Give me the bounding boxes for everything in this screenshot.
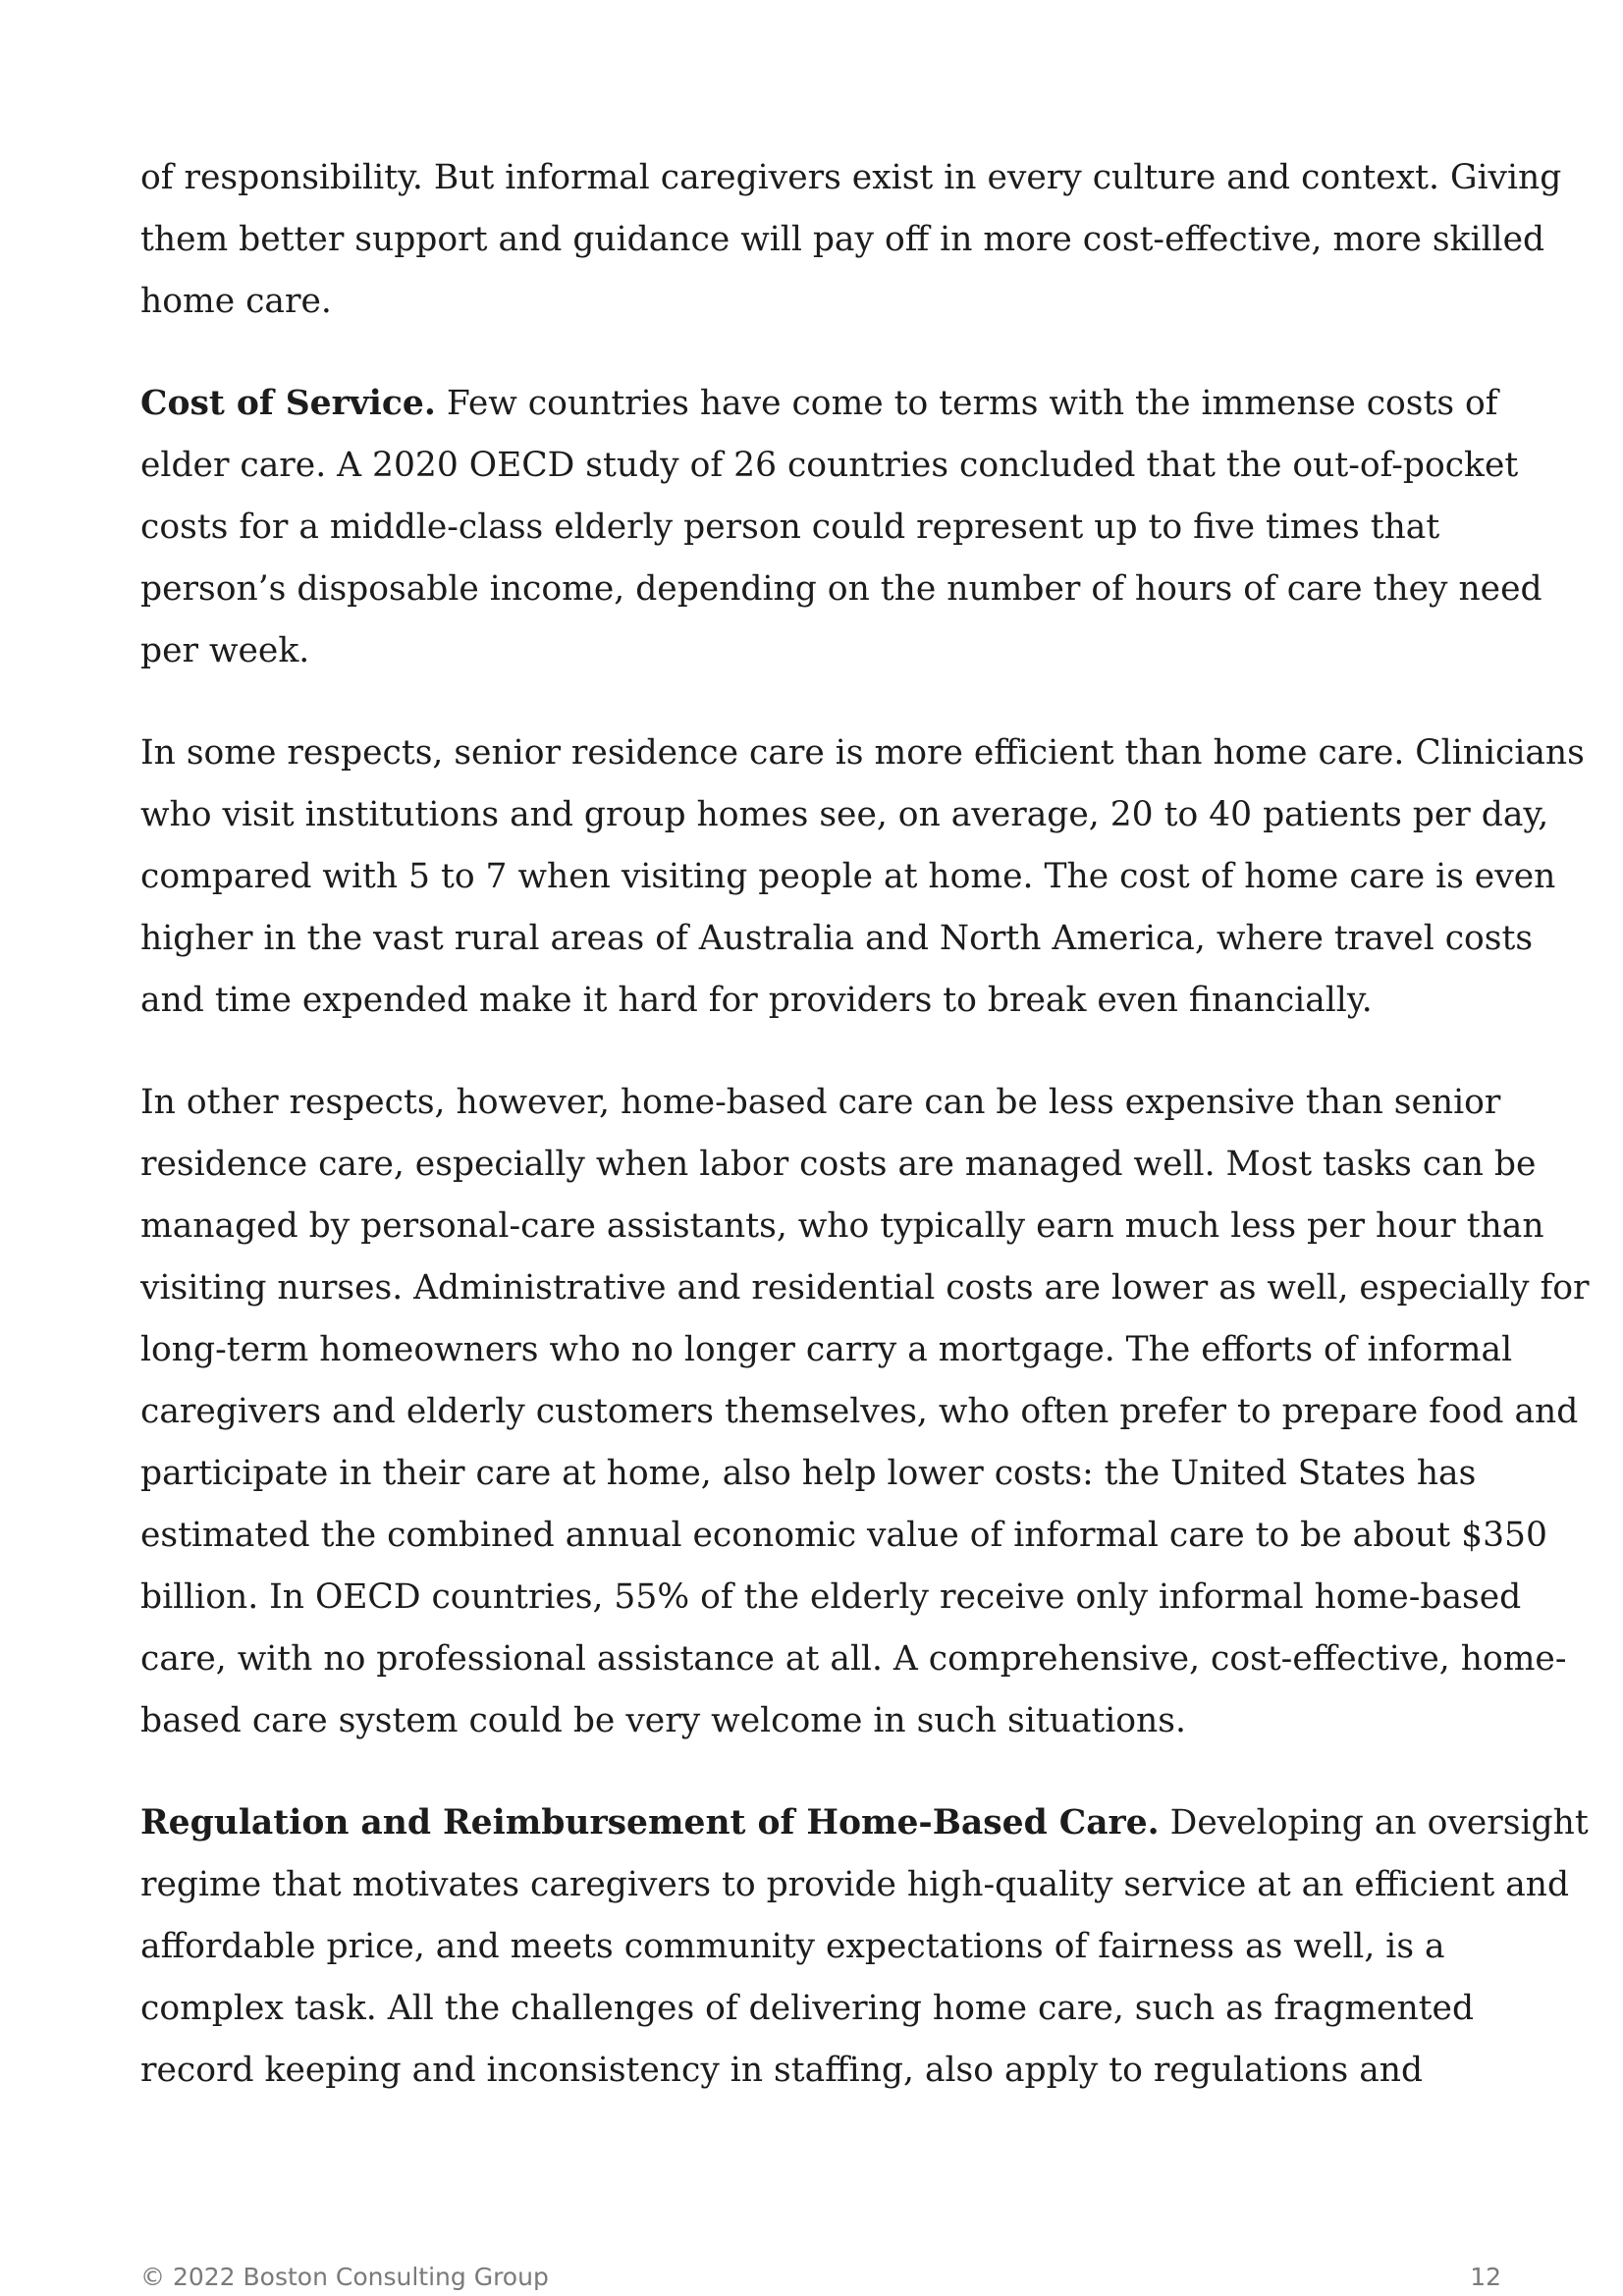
text-line: visiting nurses. Administrative and residential costs are lower as well, especially for <box>140 1268 1590 1308</box>
text-line: estimated the combined annual economic value of informal care to be about $350 <box>140 1516 1547 1555</box>
text-line: record keeping and inconsistency in staffing, also apply to regulations and <box>140 2051 1424 2090</box>
text-line: regime that motivates caregivers to provide high-quality service at an efficient and <box>140 1865 1570 1904</box>
text-line: In some respects, senior residence care is more efficient than home care. Clinicians <box>140 733 1585 773</box>
text-line: higher in the vast rural areas of Australia and North America, where travel costs <box>140 919 1534 958</box>
text-line: compared with 5 to 7 when visiting people at home. The cost of home care is even <box>140 857 1556 896</box>
copyright-notice: © 2022 Boston Consulting Group <box>140 2263 549 2291</box>
text-line <box>140 373 1505 435</box>
text-line: who visit institutions and group homes see, on average, 20 to 40 patients per day, <box>140 795 1549 834</box>
text-line: and time expended make it hard for providers to break even financially. <box>140 981 1373 1020</box>
text-line: of responsibility. But informal caregivers exist in every culture and context. Giving <box>140 158 1562 197</box>
text-line: complex task. All the challenges of delivering home care, such as fragmented <box>140 1989 1475 2028</box>
paragraph-intro-continuation <box>140 147 1562 333</box>
text-line: elder care. A 2020 OECD study of 26 countries concluded that the out-of-pocket <box>140 446 1519 485</box>
text-run: Developing an oversight <box>1159 1803 1589 1842</box>
paragraph-residence-efficiency <box>140 722 1585 1032</box>
section-heading-cost-of-service: Cost of Service. <box>140 384 436 423</box>
page-number: 12 <box>1470 2263 1501 2291</box>
text-line: billion. In OECD countries, 55% of the elderly receive only informal home-based <box>140 1577 1522 1617</box>
page-footer <box>140 2263 1501 2292</box>
paragraph-cost-of-service <box>140 373 1542 682</box>
text-line: residence care, especially when labor costs are managed well. Most tasks can be <box>140 1145 1537 1184</box>
text-line: per week. <box>140 631 310 670</box>
text-line: costs for a middle-class elderly person could represent up to five times that <box>140 507 1440 547</box>
text-line: In other respects, however, home-based care can be less expensive than senior <box>140 1083 1501 1122</box>
text-line: person’s disposable income, depending on the number of hours of care they need <box>140 569 1542 609</box>
text-line <box>140 1792 1589 1854</box>
text-line: caregivers and elderly customers themselves, who often prefer to prepare food and <box>140 1392 1579 1431</box>
text-line: participate in their care at home, also help lower costs: the United States has <box>140 1454 1477 1493</box>
text-line: home care. <box>140 282 332 321</box>
paragraph-home-care-costs <box>140 1072 1590 1752</box>
text-line: managed by personal-care assistants, who typically earn much less per hour than <box>140 1206 1544 1246</box>
text-line: based care system could be very welcome in such situations. <box>140 1701 1186 1740</box>
text-line: them better support and guidance will pay off in more cost-effective, more skilled <box>140 220 1545 259</box>
text-line: long-term homeowners who no longer carry a mortgage. The efforts of informal <box>140 1330 1513 1369</box>
paragraph-regulation <box>140 1792 1589 2102</box>
text-run: Few countries have come to terms with the immense costs of <box>435 384 1498 423</box>
page-body <box>140 147 1590 2142</box>
section-heading-regulation: Regulation and Reimbursement of Home-Based Care. <box>140 1803 1160 1842</box>
text-line: affordable price, and meets community expectations of fairness as well, is a <box>140 1927 1445 1966</box>
text-line: care, with no professional assistance at all. A comprehensive, cost-effective, home- <box>140 1639 1567 1679</box>
